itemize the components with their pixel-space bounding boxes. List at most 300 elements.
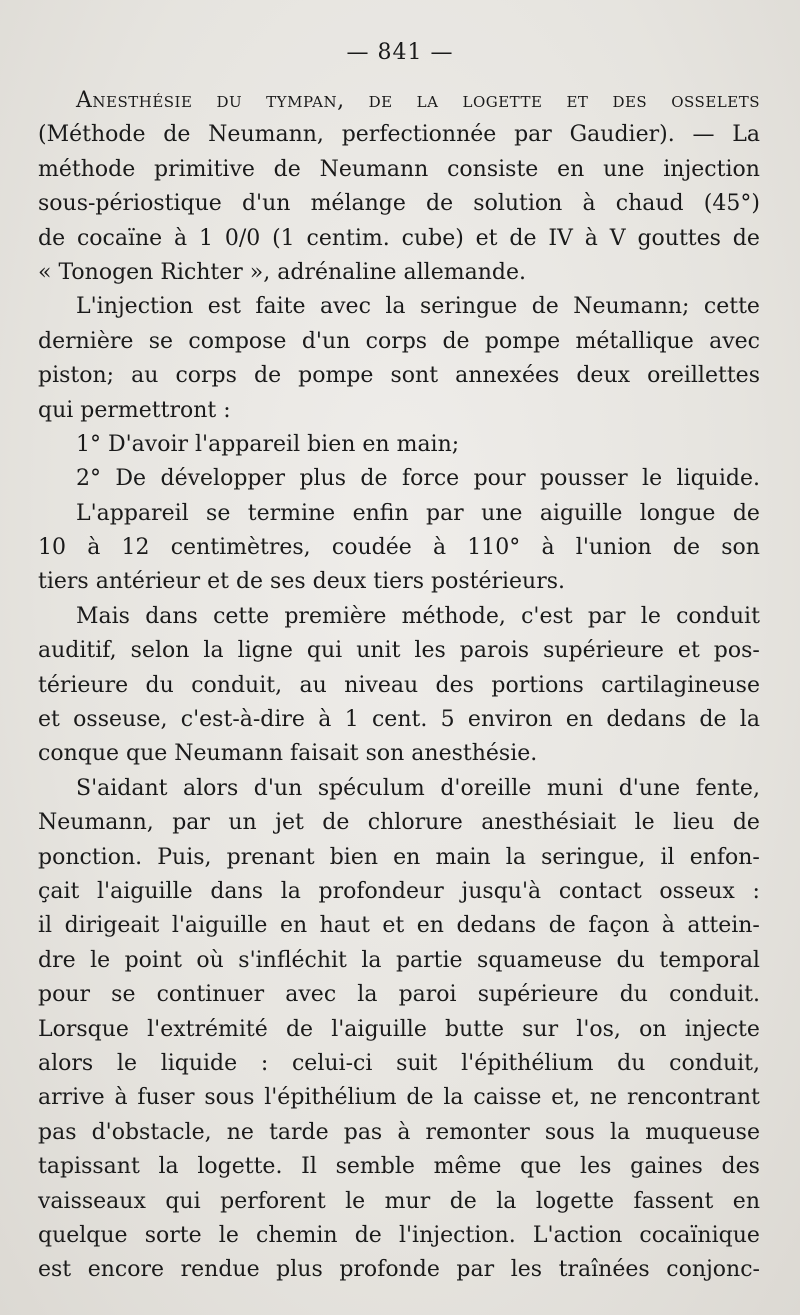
word: au	[299, 672, 327, 698]
word: l'injection.	[398, 1222, 516, 1248]
word: Puis,	[157, 844, 212, 870]
word: rendue	[180, 1257, 260, 1283]
word: selon	[130, 638, 190, 664]
word: au	[131, 363, 159, 389]
text-line	[38, 462, 760, 496]
word: muni	[546, 775, 604, 801]
word: La	[732, 122, 760, 148]
word: Anesthésie	[76, 88, 193, 113]
word: aiguille	[539, 500, 623, 526]
word: spéculum	[317, 775, 425, 801]
word: cartilagineuse	[601, 672, 760, 698]
word: ligne	[237, 638, 293, 664]
word: plus	[276, 1257, 323, 1283]
word: faite	[255, 294, 306, 320]
word: cocaïne	[76, 225, 163, 251]
word: les	[510, 1257, 543, 1283]
word: 10	[38, 535, 66, 561]
word: 12	[121, 535, 150, 561]
word: haut	[319, 913, 370, 939]
word: du	[216, 88, 243, 113]
word: avec	[709, 328, 760, 354]
word: le	[640, 603, 661, 629]
word: fente,	[695, 775, 760, 801]
word: osselets	[671, 88, 760, 113]
word: l'aiguille	[171, 913, 268, 939]
word: unit	[356, 638, 401, 664]
word: pour	[473, 466, 526, 492]
word: (Méthode	[38, 122, 146, 148]
word: une	[481, 500, 523, 526]
word: en	[393, 844, 421, 870]
word: sous-périostique	[38, 191, 222, 217]
text-line: « Tonogen Richter », adrénaline allemande.	[38, 259, 526, 285]
word: corps	[365, 328, 428, 354]
word: pour	[38, 982, 91, 1008]
word: de	[442, 328, 470, 354]
word: consiste	[447, 156, 539, 182]
text-line	[38, 875, 760, 909]
word: de	[699, 707, 727, 733]
word: en	[732, 1188, 760, 1214]
word: mélange	[310, 191, 406, 217]
word: plus	[299, 466, 347, 492]
word: dre	[38, 947, 76, 973]
word: chaud	[615, 191, 684, 217]
word: pompe	[298, 363, 374, 389]
word: et	[677, 638, 700, 664]
text-line	[38, 600, 760, 634]
word: centimètres,	[170, 535, 311, 561]
word: traînées	[558, 1257, 650, 1283]
word: coudée	[331, 535, 412, 561]
word: muqueuse	[645, 1119, 760, 1145]
word: tympan,	[266, 88, 345, 113]
word: Il	[301, 1154, 317, 1180]
text-line	[38, 1219, 760, 1253]
word: gouttes	[637, 225, 721, 251]
word: De	[115, 466, 147, 492]
word: semble	[335, 1154, 415, 1180]
word: enfin	[352, 500, 409, 526]
word: temporal	[659, 947, 760, 973]
word: pas	[38, 1119, 77, 1145]
word: à	[114, 1085, 128, 1111]
text-line	[38, 1150, 760, 1184]
word: dernière	[38, 328, 134, 354]
word: s'infléchit	[238, 947, 347, 973]
word: liquide.	[676, 466, 760, 492]
word: à	[432, 535, 447, 561]
text-line	[38, 290, 760, 324]
word: de	[531, 294, 559, 320]
word: où	[196, 947, 224, 973]
word: en	[565, 707, 594, 733]
word: en	[279, 913, 308, 939]
word: niveau	[344, 672, 419, 698]
word: gaines	[630, 1154, 703, 1180]
word: à	[584, 225, 598, 251]
word: d'un	[241, 191, 291, 217]
word: et	[38, 707, 60, 733]
word: façon	[588, 913, 650, 939]
word: des	[721, 1154, 760, 1180]
word: termine	[247, 500, 336, 526]
word: 110°	[467, 535, 521, 561]
word: la	[739, 707, 760, 733]
word: il	[660, 844, 675, 870]
word: méthode	[38, 156, 136, 182]
word: fassent	[633, 1188, 714, 1214]
word: mur	[384, 1188, 431, 1214]
word: dedans	[456, 913, 537, 939]
word: (45°)	[703, 191, 760, 217]
word: de	[163, 122, 191, 148]
word: corps	[175, 363, 237, 389]
word: point	[124, 947, 182, 973]
word: fuser	[137, 1085, 195, 1111]
word: logette	[462, 88, 543, 113]
word: bien	[329, 844, 379, 870]
word: 1	[344, 707, 359, 733]
word: est	[207, 294, 241, 320]
word: par	[425, 500, 464, 526]
word: la	[416, 88, 439, 113]
word: par	[456, 1257, 495, 1283]
word: deux	[576, 363, 631, 389]
word: contact	[558, 878, 642, 904]
text-line	[38, 497, 760, 531]
text-line	[38, 944, 760, 978]
word: et	[475, 225, 498, 251]
word: ne	[589, 1085, 618, 1111]
word: chemin	[256, 1222, 338, 1248]
word: l'épithélium	[461, 1050, 594, 1076]
word: le	[116, 1050, 137, 1076]
word: jusqu'à	[461, 878, 542, 904]
text-line	[38, 153, 760, 187]
word: injecte	[684, 1016, 760, 1042]
word: Neumann	[319, 156, 429, 182]
word: Neumann,	[208, 122, 324, 148]
word: dans	[210, 878, 263, 904]
word: injection	[663, 156, 760, 182]
word: le	[218, 1222, 239, 1248]
word: du	[617, 1050, 646, 1076]
word: supérieure	[477, 982, 599, 1008]
text-line	[38, 634, 760, 668]
word: de	[354, 1222, 382, 1248]
word: métallique	[575, 328, 694, 354]
word: alors	[183, 775, 239, 801]
word: continuer	[156, 982, 265, 1008]
text-line	[38, 909, 760, 943]
word: le	[642, 466, 663, 492]
text-line	[38, 531, 760, 565]
word: piston;	[38, 363, 115, 389]
text-line: 1° D'avoir l'appareil bien en main;	[76, 431, 460, 457]
word: pos-	[713, 638, 760, 664]
word: arrive	[38, 1085, 105, 1111]
word: de	[360, 466, 388, 492]
word: V	[609, 225, 626, 251]
word: la	[443, 1085, 464, 1111]
word: cette	[703, 294, 760, 320]
word: la	[357, 982, 378, 1008]
word: logette	[535, 1188, 614, 1214]
word: L'appareil	[76, 500, 189, 526]
word: Neumann;	[573, 294, 690, 320]
word: à	[582, 191, 596, 217]
word: environ	[467, 707, 553, 733]
word: la	[203, 638, 224, 664]
text-line	[38, 772, 760, 806]
word: Lorsque	[38, 1016, 129, 1042]
word: en	[416, 913, 444, 939]
text-line	[38, 703, 760, 737]
word: perfectionnée	[341, 122, 497, 148]
word: une	[603, 156, 645, 182]
text-line	[38, 118, 760, 152]
word: celui-ci	[291, 1050, 373, 1076]
word: caisse	[473, 1085, 542, 1111]
word: l'os,	[576, 1016, 621, 1042]
word: çait	[38, 878, 80, 904]
word: osseux	[659, 878, 735, 904]
word: de	[672, 535, 700, 561]
word: et	[566, 88, 589, 113]
word: l'épithélium	[264, 1085, 397, 1111]
text-line	[38, 187, 760, 221]
word: méthode,	[401, 603, 506, 629]
word: le	[634, 810, 655, 836]
word: butte	[445, 1016, 504, 1042]
word: dedans	[606, 707, 687, 733]
text-line: qui permettront :	[38, 397, 231, 423]
word: d'une	[618, 775, 681, 801]
text-line	[38, 1116, 760, 1150]
word: de	[732, 225, 760, 251]
word: portions	[491, 672, 584, 698]
text-line	[38, 222, 760, 256]
word: Gaudier).	[569, 122, 675, 148]
word: se	[111, 982, 136, 1008]
word: parois	[459, 638, 530, 664]
text-line	[38, 806, 760, 840]
word: conduit,	[191, 672, 283, 698]
word: sous	[204, 1085, 255, 1111]
word: à	[174, 225, 188, 251]
text-line	[38, 1081, 760, 1115]
text-line	[38, 978, 760, 1012]
word: :	[260, 1050, 269, 1076]
word: la	[361, 947, 382, 973]
word: auditif,	[38, 638, 117, 664]
text-line	[38, 669, 760, 703]
word: 0/0	[224, 225, 261, 251]
word: en	[557, 156, 585, 182]
text-line	[38, 359, 760, 393]
word: sur	[522, 1016, 559, 1042]
word: l'aiguille	[331, 1016, 427, 1042]
word: le	[90, 947, 111, 973]
word: avec	[320, 294, 371, 320]
word: la	[496, 1188, 517, 1214]
word: de	[509, 225, 537, 251]
word: et,	[551, 1085, 581, 1111]
word: L'injection	[76, 294, 194, 320]
word: la	[385, 294, 406, 320]
word: pompe	[484, 328, 561, 354]
word: est	[38, 1257, 72, 1283]
word: qui	[165, 1188, 201, 1214]
word: liquide	[160, 1050, 238, 1076]
word: quelque	[38, 1222, 128, 1248]
word: —	[692, 122, 715, 148]
word: on	[639, 1016, 667, 1042]
text-line	[38, 1047, 760, 1081]
word: son	[721, 535, 760, 561]
word: la	[609, 1119, 631, 1145]
word: vaisseaux	[38, 1188, 146, 1214]
word: de	[38, 225, 66, 251]
word: conduit	[676, 603, 760, 629]
word: à	[318, 707, 332, 733]
word: enfon-	[689, 844, 760, 870]
word: les	[414, 638, 446, 664]
word: de	[732, 500, 760, 526]
word: d'un	[253, 775, 303, 801]
word: à	[661, 913, 675, 939]
word: pas	[343, 1119, 383, 1145]
word: IV	[548, 225, 573, 251]
word: se	[148, 328, 174, 354]
word: perforent	[220, 1188, 326, 1214]
word: à	[87, 535, 101, 561]
word: conduit.	[669, 982, 760, 1008]
word: prenant	[226, 844, 315, 870]
word: logette.	[197, 1154, 283, 1180]
word: du	[619, 982, 648, 1008]
word: anesthésiait	[481, 810, 617, 836]
word: rencontrant	[626, 1085, 760, 1111]
text-line	[38, 841, 760, 875]
word: force	[401, 466, 460, 492]
word: centim.	[306, 225, 390, 251]
word: des	[435, 672, 474, 698]
word: jet	[275, 810, 304, 836]
word: sous	[544, 1119, 595, 1145]
word: sorte	[144, 1222, 202, 1248]
text-line	[38, 325, 760, 359]
word: sont	[390, 363, 439, 389]
word: cent.	[371, 707, 428, 733]
word: térieure	[38, 672, 129, 698]
word: se	[206, 500, 231, 526]
word: supérieure	[543, 638, 664, 664]
word: partie	[395, 947, 463, 973]
word: S'aidant	[76, 775, 168, 801]
word: Neumann,	[38, 810, 154, 836]
word: seringue,	[541, 844, 646, 870]
word: dirigeait	[64, 913, 160, 939]
word: (1	[272, 225, 295, 251]
word: un	[228, 810, 257, 836]
word: de	[322, 810, 350, 836]
text-line	[38, 1253, 760, 1287]
word: profonde	[339, 1257, 440, 1283]
text-line	[38, 1013, 760, 1047]
word: tarde	[269, 1119, 329, 1145]
word: que	[520, 1154, 562, 1180]
word: développer	[160, 466, 286, 492]
word: :	[752, 878, 760, 904]
text-line: conque que Neumann faisait son anesthésie.	[38, 741, 538, 767]
word: lieu	[673, 810, 715, 836]
word: c'est	[521, 603, 573, 629]
word: c'est-à-dire	[180, 707, 305, 733]
word: de	[732, 810, 760, 836]
word: L'action	[532, 1222, 623, 1248]
word: 1	[199, 225, 213, 251]
word: suit	[396, 1050, 438, 1076]
word: de	[548, 913, 576, 939]
word: l'extrémité	[147, 1016, 268, 1042]
word: conduit,	[669, 1050, 760, 1076]
word: dans	[145, 603, 198, 629]
word: l'union	[575, 535, 652, 561]
word: annexées	[455, 363, 560, 389]
word: avec	[285, 982, 337, 1008]
word: profondeur	[318, 878, 444, 904]
word: la	[158, 1154, 179, 1180]
word: l'aiguille	[97, 878, 193, 904]
word: primitive	[154, 156, 255, 182]
word: pousser	[540, 466, 628, 492]
word: chlorure	[367, 810, 463, 836]
word: par	[587, 603, 626, 629]
word: de	[368, 88, 393, 113]
word: tapissant	[38, 1154, 140, 1180]
word: qui	[306, 638, 343, 664]
word: conjonc-	[666, 1257, 760, 1283]
word: la	[280, 878, 301, 904]
word: cocaïnique	[639, 1222, 760, 1248]
word: alors	[38, 1050, 94, 1076]
text-line	[38, 1185, 760, 1219]
word: la	[505, 844, 526, 870]
word: de	[449, 1188, 477, 1214]
word: paroi	[398, 982, 457, 1008]
word: squameuse	[477, 947, 603, 973]
word: attein-	[687, 913, 760, 939]
word: remonter	[425, 1119, 530, 1145]
word: les	[580, 1154, 612, 1180]
word: compose	[188, 328, 287, 354]
word: même	[433, 1154, 502, 1180]
word: cette	[213, 603, 270, 629]
text-line: tiers antérieur et de ses deux tiers postérieurs.	[38, 569, 566, 595]
word: du	[145, 672, 174, 698]
word: et	[382, 913, 405, 939]
word: de	[253, 363, 282, 389]
word: de	[285, 1016, 314, 1042]
text-line	[38, 84, 760, 118]
word: de	[406, 1085, 434, 1111]
word: ne	[226, 1119, 254, 1145]
word: de	[426, 191, 454, 217]
word: d'oreille	[440, 775, 532, 801]
